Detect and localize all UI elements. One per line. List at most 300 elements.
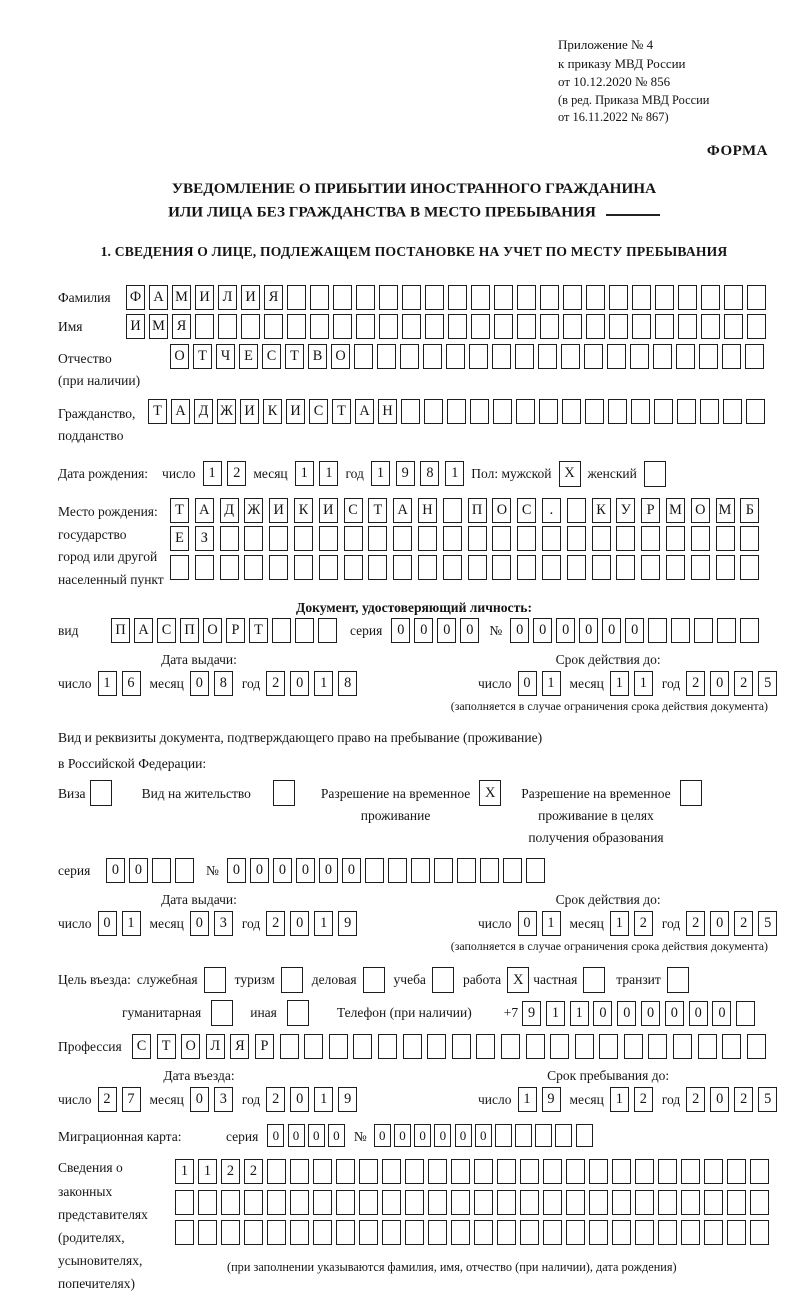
char-box[interactable]: 0 (689, 1001, 708, 1026)
char-box[interactable] (654, 399, 673, 424)
char-box[interactable]: Р (641, 498, 660, 523)
char-box[interactable]: Я (172, 314, 191, 339)
char-box[interactable] (452, 1034, 471, 1059)
char-box[interactable] (382, 1190, 401, 1215)
char-box[interactable]: И (195, 285, 214, 310)
char-box[interactable]: Т (170, 498, 189, 523)
char-box[interactable]: 5 (758, 1087, 777, 1112)
char-box[interactable] (740, 618, 759, 643)
char-box[interactable] (750, 1190, 769, 1215)
char-box[interactable] (632, 314, 651, 339)
char-box[interactable]: 1 (198, 1159, 217, 1184)
char-box[interactable]: 0 (391, 618, 410, 643)
char-box[interactable] (356, 285, 375, 310)
char-box[interactable]: 0 (308, 1124, 325, 1147)
char-box[interactable] (492, 555, 511, 580)
char-box[interactable] (423, 344, 442, 369)
char-box[interactable]: 0 (227, 858, 246, 883)
char-box[interactable] (474, 1190, 493, 1215)
char-box[interactable] (405, 1220, 424, 1245)
char-box[interactable]: 0 (106, 858, 125, 883)
char-box[interactable] (607, 344, 626, 369)
char-box[interactable] (585, 399, 604, 424)
char-box[interactable] (198, 1190, 217, 1215)
char-box[interactable] (631, 399, 650, 424)
char-box[interactable]: 0 (190, 1087, 209, 1112)
char-box[interactable] (388, 858, 407, 883)
char-box[interactable]: 1 (610, 1087, 629, 1112)
char-box[interactable]: В (308, 344, 327, 369)
char-box[interactable]: 1 (518, 1087, 537, 1112)
char-box[interactable]: А (149, 285, 168, 310)
char-box[interactable] (379, 314, 398, 339)
char-box[interactable]: Н (418, 498, 437, 523)
char-box[interactable]: И (269, 498, 288, 523)
char-box[interactable] (520, 1220, 539, 1245)
char-box[interactable] (666, 555, 685, 580)
char-box[interactable] (503, 858, 522, 883)
char-box[interactable]: И (240, 399, 259, 424)
char-box[interactable]: 0 (414, 1124, 431, 1147)
char-box[interactable] (691, 555, 710, 580)
purpose-study-checkbox[interactable] (432, 967, 454, 993)
purpose-other-checkbox[interactable] (287, 1000, 309, 1026)
char-box[interactable] (474, 1159, 493, 1184)
char-box[interactable] (359, 1190, 378, 1215)
char-box[interactable] (402, 285, 421, 310)
char-box[interactable]: 0 (267, 1124, 284, 1147)
char-box[interactable]: 0 (129, 858, 148, 883)
char-box[interactable] (589, 1190, 608, 1215)
char-box[interactable] (542, 555, 561, 580)
char-box[interactable]: 1 (610, 671, 629, 696)
char-box[interactable]: Т (249, 618, 268, 643)
char-box[interactable]: О (331, 344, 350, 369)
char-box[interactable] (497, 1220, 516, 1245)
char-box[interactable]: М (666, 498, 685, 523)
char-box[interactable] (313, 1220, 332, 1245)
char-box[interactable] (700, 399, 719, 424)
char-box[interactable] (344, 526, 363, 551)
char-box[interactable] (175, 1190, 194, 1215)
char-box[interactable]: 3 (214, 1087, 233, 1112)
char-box[interactable] (272, 618, 291, 643)
char-box[interactable]: 0 (374, 1124, 391, 1147)
char-box[interactable]: Т (157, 1034, 176, 1059)
char-box[interactable]: 0 (290, 911, 309, 936)
char-box[interactable]: 1 (122, 911, 141, 936)
char-box[interactable] (497, 1159, 516, 1184)
char-box[interactable]: К (592, 498, 611, 523)
char-box[interactable]: 0 (625, 618, 644, 643)
char-box[interactable] (195, 555, 214, 580)
char-box[interactable] (567, 526, 586, 551)
char-box[interactable] (403, 1034, 422, 1059)
char-box[interactable]: З (195, 526, 214, 551)
char-box[interactable] (586, 314, 605, 339)
char-box[interactable] (563, 285, 582, 310)
char-box[interactable] (562, 399, 581, 424)
char-box[interactable] (750, 1220, 769, 1245)
char-box[interactable]: А (195, 498, 214, 523)
char-box[interactable]: 2 (266, 671, 285, 696)
char-box[interactable]: Т (285, 344, 304, 369)
char-box[interactable] (658, 1220, 677, 1245)
char-box[interactable]: М (172, 285, 191, 310)
char-box[interactable] (401, 399, 420, 424)
char-box[interactable]: Р (226, 618, 245, 643)
char-box[interactable] (566, 1159, 585, 1184)
char-box[interactable] (336, 1159, 355, 1184)
char-box[interactable] (671, 618, 690, 643)
char-box[interactable] (359, 1159, 378, 1184)
char-box[interactable] (550, 1034, 569, 1059)
char-box[interactable] (304, 1034, 323, 1059)
char-box[interactable]: 1 (98, 671, 117, 696)
char-box[interactable] (264, 314, 283, 339)
char-box[interactable] (494, 285, 513, 310)
char-box[interactable]: 2 (686, 1087, 705, 1112)
char-box[interactable] (681, 1190, 700, 1215)
char-box[interactable] (612, 1220, 631, 1245)
char-box[interactable]: 2 (634, 1087, 653, 1112)
char-box[interactable]: 0 (710, 671, 729, 696)
char-box[interactable] (701, 285, 720, 310)
char-box[interactable] (418, 555, 437, 580)
char-box[interactable] (359, 1220, 378, 1245)
char-box[interactable] (616, 555, 635, 580)
char-box[interactable]: 1 (542, 911, 561, 936)
char-box[interactable] (290, 1190, 309, 1215)
char-box[interactable] (195, 314, 214, 339)
char-box[interactable]: 0 (437, 618, 456, 643)
char-box[interactable]: 7 (122, 1087, 141, 1112)
char-box[interactable] (241, 314, 260, 339)
char-box[interactable] (747, 285, 766, 310)
char-box[interactable] (333, 314, 352, 339)
char-box[interactable]: 0 (556, 618, 575, 643)
char-box[interactable]: 1 (610, 911, 629, 936)
char-box[interactable] (648, 618, 667, 643)
char-box[interactable] (678, 285, 697, 310)
char-box[interactable] (497, 1190, 516, 1215)
char-box[interactable] (448, 285, 467, 310)
char-box[interactable] (353, 1034, 372, 1059)
char-box[interactable] (377, 344, 396, 369)
char-box[interactable] (612, 1190, 631, 1215)
char-box[interactable] (673, 1034, 692, 1059)
char-box[interactable] (382, 1159, 401, 1184)
char-box[interactable]: 0 (328, 1124, 345, 1147)
char-box[interactable] (382, 1220, 401, 1245)
char-box[interactable] (540, 314, 559, 339)
char-box[interactable] (566, 1220, 585, 1245)
char-box[interactable]: 1 (314, 911, 333, 936)
char-box[interactable] (653, 344, 672, 369)
char-box[interactable]: С (262, 344, 281, 369)
char-box[interactable] (269, 526, 288, 551)
char-box[interactable] (294, 526, 313, 551)
char-box[interactable]: 0 (190, 911, 209, 936)
char-box[interactable]: Т (148, 399, 167, 424)
char-box[interactable]: Р (255, 1034, 274, 1059)
char-box[interactable] (540, 285, 559, 310)
char-box[interactable] (356, 314, 375, 339)
char-box[interactable]: 2 (734, 671, 753, 696)
char-box[interactable]: 1 (546, 1001, 565, 1026)
char-box[interactable]: Ф (126, 285, 145, 310)
char-box[interactable]: Ж (217, 399, 236, 424)
char-box[interactable] (517, 285, 536, 310)
char-box[interactable] (658, 1159, 677, 1184)
char-box[interactable] (736, 1001, 755, 1026)
char-box[interactable]: Н (378, 399, 397, 424)
char-box[interactable] (318, 618, 337, 643)
char-box[interactable]: У (616, 498, 635, 523)
char-box[interactable] (543, 1220, 562, 1245)
char-box[interactable] (457, 858, 476, 883)
char-box[interactable] (428, 1220, 447, 1245)
char-box[interactable] (592, 526, 611, 551)
char-box[interactable] (152, 858, 171, 883)
char-box[interactable]: Д (194, 399, 213, 424)
char-box[interactable]: 2 (227, 461, 246, 486)
char-box[interactable] (589, 1220, 608, 1245)
char-box[interactable] (567, 555, 586, 580)
char-box[interactable] (566, 1190, 585, 1215)
char-box[interactable] (425, 285, 444, 310)
char-box[interactable] (681, 1220, 700, 1245)
char-box[interactable]: И (319, 498, 338, 523)
char-box[interactable] (747, 1034, 766, 1059)
char-box[interactable] (451, 1159, 470, 1184)
char-box[interactable]: И (241, 285, 260, 310)
char-box[interactable]: С (517, 498, 536, 523)
char-box[interactable] (336, 1190, 355, 1215)
char-box[interactable] (678, 314, 697, 339)
char-box[interactable] (446, 344, 465, 369)
char-box[interactable]: П (468, 498, 487, 523)
char-box[interactable]: 1 (175, 1159, 194, 1184)
char-box[interactable] (526, 858, 545, 883)
char-box[interactable] (405, 1190, 424, 1215)
char-box[interactable] (220, 555, 239, 580)
purpose-work-checkbox[interactable]: X (507, 967, 529, 993)
char-box[interactable]: 0 (288, 1124, 305, 1147)
char-box[interactable]: 1 (314, 1087, 333, 1112)
char-box[interactable] (287, 314, 306, 339)
char-box[interactable] (393, 526, 412, 551)
char-box[interactable] (704, 1159, 723, 1184)
char-box[interactable] (724, 285, 743, 310)
char-box[interactable] (471, 314, 490, 339)
char-box[interactable]: Я (264, 285, 283, 310)
char-box[interactable]: М (716, 498, 735, 523)
char-box[interactable]: 9 (338, 911, 357, 936)
purpose-private-checkbox[interactable] (583, 967, 605, 993)
char-box[interactable] (310, 285, 329, 310)
char-box[interactable] (418, 526, 437, 551)
char-box[interactable] (698, 1034, 717, 1059)
sex-male-checkbox[interactable]: X (559, 461, 581, 487)
char-box[interactable]: А (393, 498, 412, 523)
char-box[interactable] (750, 1159, 769, 1184)
char-box[interactable]: 1 (314, 671, 333, 696)
char-box[interactable]: 1 (295, 461, 314, 486)
char-box[interactable] (313, 1159, 332, 1184)
char-box[interactable]: Л (218, 285, 237, 310)
char-box[interactable]: Я (230, 1034, 249, 1059)
char-box[interactable] (365, 858, 384, 883)
char-box[interactable]: 3 (214, 911, 233, 936)
char-box[interactable] (218, 314, 237, 339)
char-box[interactable] (471, 285, 490, 310)
char-box[interactable] (290, 1159, 309, 1184)
char-box[interactable] (717, 618, 736, 643)
char-box[interactable] (221, 1190, 240, 1215)
char-box[interactable] (609, 314, 628, 339)
char-box[interactable] (354, 344, 373, 369)
char-box[interactable] (666, 526, 685, 551)
char-box[interactable] (722, 1034, 741, 1059)
char-box[interactable] (515, 1124, 532, 1147)
char-box[interactable]: 1 (570, 1001, 589, 1026)
char-box[interactable] (555, 1124, 572, 1147)
char-box[interactable] (313, 1190, 332, 1215)
char-box[interactable] (411, 858, 430, 883)
char-box[interactable] (220, 526, 239, 551)
char-box[interactable] (424, 399, 443, 424)
char-box[interactable]: А (171, 399, 190, 424)
char-box[interactable] (244, 555, 263, 580)
char-box[interactable] (400, 344, 419, 369)
char-box[interactable]: 2 (686, 671, 705, 696)
char-box[interactable]: 0 (455, 1124, 472, 1147)
temp-residence-education-checkbox[interactable] (680, 780, 702, 806)
char-box[interactable] (632, 285, 651, 310)
sex-female-checkbox[interactable] (644, 461, 666, 487)
char-box[interactable] (609, 285, 628, 310)
char-box[interactable] (567, 498, 586, 523)
char-box[interactable] (658, 1190, 677, 1215)
char-box[interactable] (451, 1220, 470, 1245)
char-box[interactable]: 9 (522, 1001, 541, 1026)
char-box[interactable] (378, 1034, 397, 1059)
char-box[interactable] (501, 1034, 520, 1059)
char-box[interactable]: Т (332, 399, 351, 424)
char-box[interactable] (723, 399, 742, 424)
char-box[interactable] (267, 1190, 286, 1215)
char-box[interactable]: 0 (296, 858, 315, 883)
char-box[interactable] (244, 526, 263, 551)
char-box[interactable] (648, 1034, 667, 1059)
char-box[interactable]: С (309, 399, 328, 424)
char-box[interactable]: 0 (533, 618, 552, 643)
char-box[interactable] (520, 1159, 539, 1184)
char-box[interactable] (310, 314, 329, 339)
char-box[interactable] (492, 344, 511, 369)
char-box[interactable]: 8 (214, 671, 233, 696)
char-box[interactable]: Т (368, 498, 387, 523)
char-box[interactable]: 0 (98, 911, 117, 936)
char-box[interactable] (468, 526, 487, 551)
char-box[interactable] (333, 285, 352, 310)
char-box[interactable]: С (157, 618, 176, 643)
char-box[interactable] (517, 555, 536, 580)
char-box[interactable]: 0 (712, 1001, 731, 1026)
char-box[interactable] (520, 1190, 539, 1215)
visa-checkbox[interactable] (90, 780, 112, 806)
char-box[interactable] (584, 344, 603, 369)
char-box[interactable] (427, 1034, 446, 1059)
char-box[interactable]: О (203, 618, 222, 643)
char-box[interactable] (336, 1220, 355, 1245)
char-box[interactable] (244, 1220, 263, 1245)
char-box[interactable]: Д (220, 498, 239, 523)
char-box[interactable]: 5 (758, 671, 777, 696)
char-box[interactable] (589, 1159, 608, 1184)
char-box[interactable] (526, 1034, 545, 1059)
char-box[interactable] (492, 526, 511, 551)
purpose-humanitarian-checkbox[interactable] (211, 1000, 233, 1026)
char-box[interactable]: А (134, 618, 153, 643)
char-box[interactable]: 0 (518, 911, 537, 936)
char-box[interactable] (476, 1034, 495, 1059)
char-box[interactable] (175, 1220, 194, 1245)
char-box[interactable] (538, 344, 557, 369)
char-box[interactable]: 0 (190, 671, 209, 696)
char-box[interactable]: О (181, 1034, 200, 1059)
char-box[interactable] (641, 526, 660, 551)
char-box[interactable] (269, 555, 288, 580)
char-box[interactable]: А (355, 399, 374, 424)
char-box[interactable] (704, 1190, 723, 1215)
char-box[interactable]: 9 (396, 461, 415, 486)
char-box[interactable] (448, 314, 467, 339)
char-box[interactable]: 0 (394, 1124, 411, 1147)
char-box[interactable] (170, 555, 189, 580)
char-box[interactable] (287, 285, 306, 310)
char-box[interactable]: Л (206, 1034, 225, 1059)
char-box[interactable] (393, 555, 412, 580)
char-box[interactable]: 5 (758, 911, 777, 936)
char-box[interactable] (608, 399, 627, 424)
char-box[interactable]: 0 (602, 618, 621, 643)
char-box[interactable] (681, 1159, 700, 1184)
char-box[interactable] (543, 1159, 562, 1184)
char-box[interactable] (516, 399, 535, 424)
char-box[interactable]: 2 (244, 1159, 263, 1184)
char-box[interactable] (447, 399, 466, 424)
residence-permit-checkbox[interactable] (273, 780, 295, 806)
char-box[interactable] (655, 285, 674, 310)
purpose-tourism-checkbox[interactable] (281, 967, 303, 993)
char-box[interactable]: 0 (665, 1001, 684, 1026)
char-box[interactable]: 8 (420, 461, 439, 486)
char-box[interactable] (344, 555, 363, 580)
char-box[interactable] (699, 344, 718, 369)
char-box[interactable] (379, 285, 398, 310)
char-box[interactable] (745, 344, 764, 369)
char-box[interactable]: 0 (593, 1001, 612, 1026)
char-box[interactable]: . (542, 498, 561, 523)
char-box[interactable] (443, 555, 462, 580)
char-box[interactable]: 0 (250, 858, 269, 883)
char-box[interactable] (612, 1159, 631, 1184)
char-box[interactable]: 0 (518, 671, 537, 696)
char-box[interactable] (746, 399, 765, 424)
char-box[interactable]: М (149, 314, 168, 339)
